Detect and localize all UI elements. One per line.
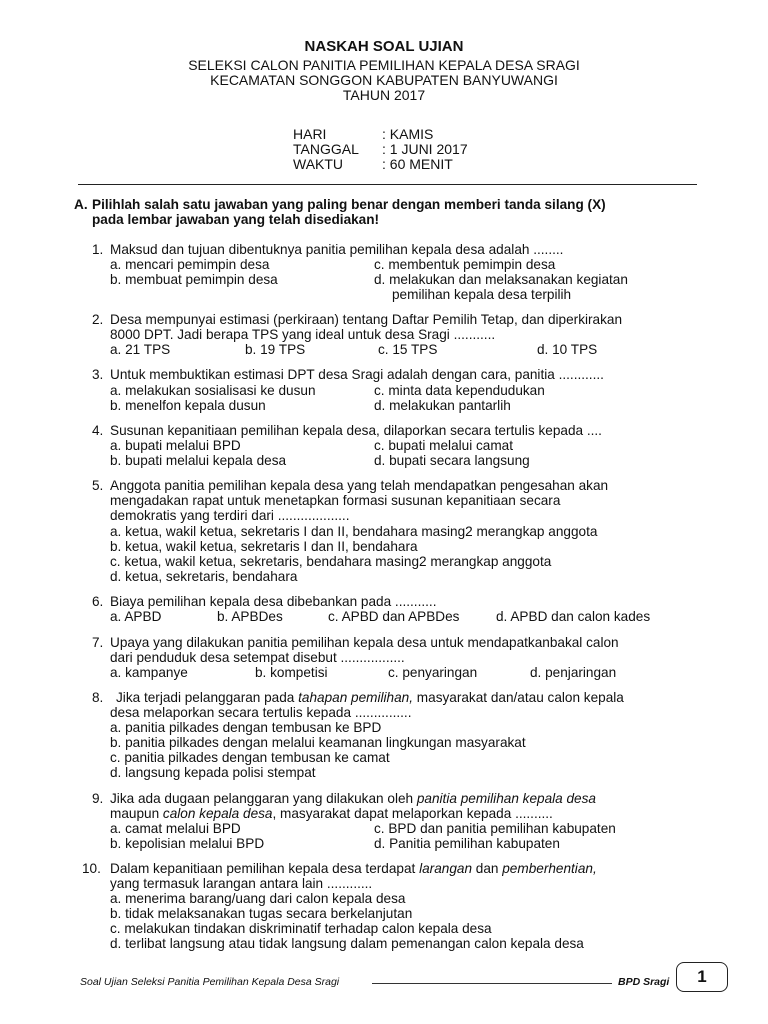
section-instruction-1: Pilihlah salah satu jawaban yang paling benar dengan memberi tanda silang (X) [92,197,606,212]
footer-title: Soal Ujian Seleksi Panitia Pemilihan Kepala Desa Sragi [80,976,340,988]
option-a: a. ketua, wakil ketua, sekretaris I dan II, bendahara masing2 merangkap anggota [110,524,598,539]
question-number: 10. [82,861,101,876]
option-a: a. bupati melalui BPD [110,438,241,453]
question-text: Biaya pemilihan kepala desa dibebankan pada ........... [110,594,437,609]
question-text-line: dari penduduk desa setempat disebut ................. [110,650,405,665]
option-c: c. panitia pilkades dengan tembusan ke camat [110,750,390,765]
waktu-value: : 60 MENIT [382,156,453,172]
question-number: 6. [92,594,104,609]
question-text-line: mengadakan rapat untuk menetapkan formasi susunan kepanitiaan secara [110,493,561,508]
option-c: c. melakukan tindakan diskriminatif terhadap calon kepala desa [110,921,492,936]
question-text: Upaya yang dilakukan panitia pemilihan kepala desa untuk mendapatkanbakal calon [110,635,619,650]
option-d: d. 10 TPS [537,342,598,357]
doc-subtitle-2: KECAMATAN SONGGON KABUPATEN BANYUWANGI [210,72,558,88]
question-number: 1. [92,242,104,257]
option-a: a. kampanye [110,665,188,680]
question-text-line: maupun calon kepala desa, masyarakat dapat melaporkan kepada .......... [110,806,553,821]
tanggal-label: TANGGAL [293,141,359,157]
option-b: b. kompetisi [255,665,328,680]
option-b: b. APBDes [217,609,283,624]
option-c: c. ketua, wakil ketua, sekretaris, bendahara masing2 merangkap anggota [110,554,552,569]
option-c: c. BPD dan panitia pemilihan kabupaten [374,821,616,836]
option-a: a. 21 TPS [110,342,171,357]
option-d: d. langsung kepada polisi stempat [110,765,316,780]
question-number: 7. [92,635,104,650]
question-text: Jika ada dugaan pelanggaran yang dilakukan oleh panitia pemilihan kepala desa [110,791,596,806]
question-text: Dalam kepanitiaan pemilihan kepala desa terdapat larangan dan pemberhentian, [110,861,597,876]
question-number: 4. [92,423,104,438]
question-text: Untuk membuktikan estimasi DPT desa Sragi adalah dengan cara, panitia ............ [110,367,604,382]
option-a: a. melakukan sosialisasi ke dusun [110,383,316,398]
option-b: b. menelfon kepala dusun [110,398,266,413]
waktu-label: WAKTU [293,156,344,172]
header-rule [78,184,697,185]
option-b: b. 19 TPS [245,342,306,357]
footer-org: BPD Sragi [618,976,670,988]
option-b: b. membuat pemimpin desa [110,272,278,287]
option-c: c. minta data kependudukan [374,383,545,398]
option-d: d. penjaringan [530,665,617,680]
doc-subtitle-3: TAHUN 2017 [342,87,426,103]
question-text: Anggota panitia pemilihan kepala desa yang telah mendapatkan pengesahan akan [110,478,609,493]
doc-title: NASKAH SOAL UJIAN [304,38,464,55]
option-a: a. mencari pemimpin desa [110,257,270,272]
tanggal-value: : 1 JUNI 2017 [382,141,468,157]
question-text-line: demokratis yang terdiri dari ................... [110,508,350,523]
question-text: Susunan kepanitiaan pemilihan kepala desa, dilaporkan secara tertulis kepada .... [110,423,602,438]
option-d: d. melakukan dan melaksanakan kegiatan [374,272,628,287]
option-b: b. tidak melaksanakan tugas secara berkelanjutan [110,906,413,921]
section-instruction-2: pada lembar jawaban yang telah disediakan! [92,212,380,227]
question-text-line: 8000 DPT. Jadi berapa TPS yang ideal untuk desa Sragi ........... [110,327,496,342]
question-number: 3. [92,367,104,382]
doc-subtitle-1: SELEKSI CALON PANITIA PEMILIHAN KEPALA DESA SRAGI [188,57,580,73]
page-number: 1 [676,962,728,992]
option-d-continued: pemilihan kepala desa terpilih [392,287,572,302]
question-text-line: yang termasuk larangan antara lain ............ [110,876,373,891]
question-number: 2. [92,312,104,327]
question-text-line: desa melaporkan secara tertulis kepada ............... [110,705,412,720]
option-a: a. APBD [110,609,162,624]
option-c: c. penyaringan [388,665,478,680]
question-text: Desa mempunyai estimasi (perkiraan) tentang Daftar Pemilih Tetap, dan diperkirakan [110,312,623,327]
option-a: a. menerima barang/uang dari calon kepala desa [110,891,406,906]
option-a: a. panitia pilkades dengan tembusan ke BPD [110,720,382,735]
question-text: Jika terjadi pelanggaran pada tahapan pemilihan, masyarakat dan/atau calon kepala [116,690,624,705]
option-d: d. Panitia pemilihan kabupaten [374,836,560,851]
option-d: d. ketua, sekretaris, bendahara [110,569,298,584]
option-d: d. APBD dan calon kades [496,609,651,624]
question-number: 8. [92,690,104,705]
option-c: c. bupati melalui camat [374,438,514,453]
option-d: d. melakukan pantarlih [374,398,511,413]
footer-rule [372,983,612,984]
option-b: b. kepolisian melalui BPD [110,836,265,851]
hari-label: HARI [293,126,327,142]
option-d: d. bupati secara langsung [374,453,530,468]
option-d: d. terlibat langsung atau tidak langsung dalam pemenangan calon kepala desa [110,936,584,951]
option-b: b. panitia pilkades dengan melalui keamanan lingkungan masyarakat [110,735,526,750]
option-b: b. bupati melalui kepala desa [110,453,287,468]
question-number: 5. [92,478,104,493]
option-a: a. camat melalui BPD [110,821,241,836]
section-letter: A. [74,197,88,212]
option-c: c. membentuk pemimpin desa [374,257,556,272]
question-text: Maksud dan tujuan dibentuknya panitia pemilihan kepala desa adalah ........ [110,242,564,257]
option-c: c. APBD dan APBDes [328,609,460,624]
option-c: c. 15 TPS [378,342,438,357]
option-b: b. ketua, wakil ketua, sekretaris I dan II, bendahara [110,539,418,554]
hari-value: : KAMIS [382,126,434,142]
question-number: 9. [92,791,104,806]
